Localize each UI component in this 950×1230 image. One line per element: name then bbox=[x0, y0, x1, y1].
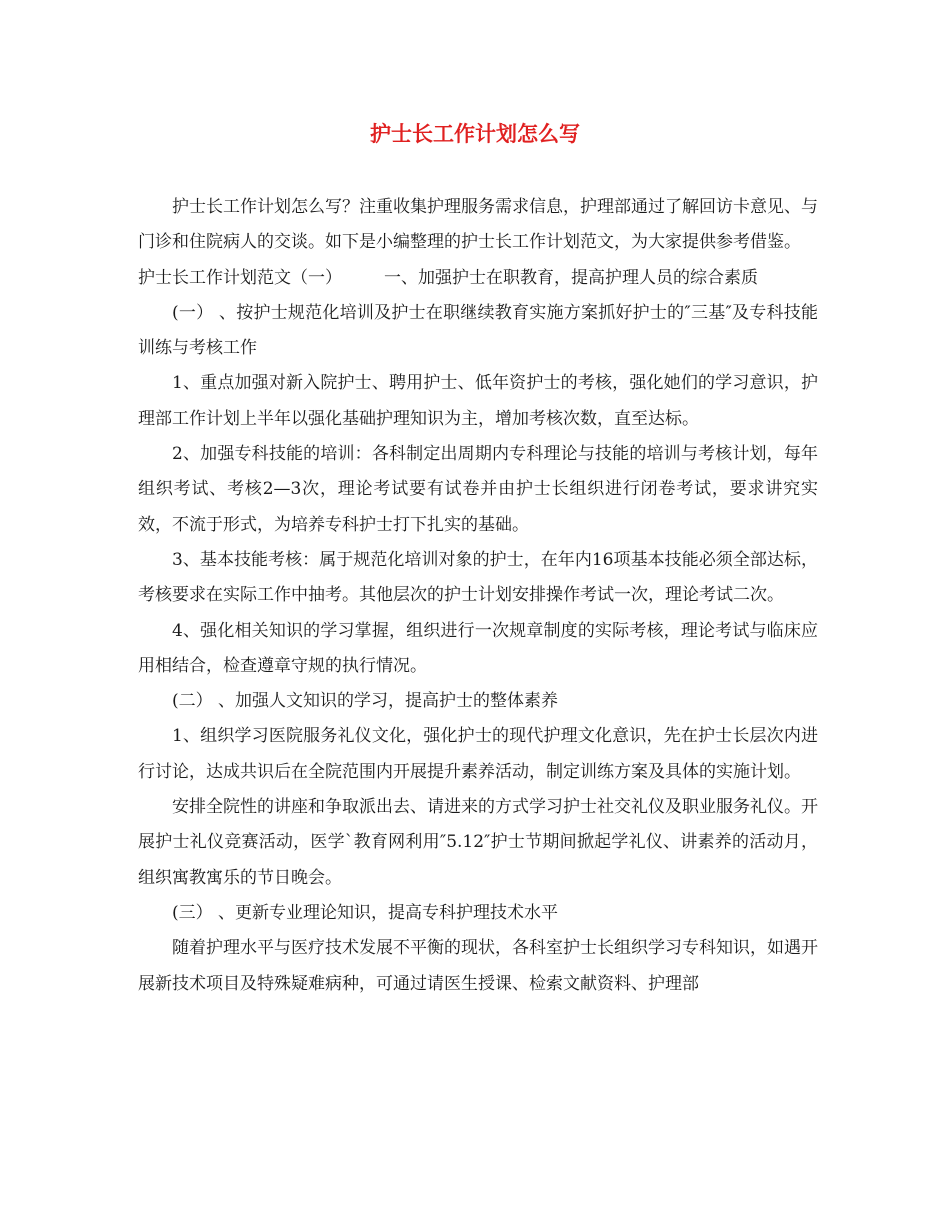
section-heading-left: 护士长工作计划范文（一） bbox=[138, 267, 342, 288]
body-paragraph: 1、组织学习医院服务礼仪文化，强化护士的现代护理文化意识，先在护士长层次内进行讨论，达成共识后在全院范围内开展提升素养活动，制定训练方案及具体的实施计划。 bbox=[138, 726, 818, 782]
body-paragraph: 随着护理水平与医疗技术发展不平衡的现状，各科室护士长组织学习专科知识，如遇开展新技术项目及特殊疑难病种，可通过请医生授课、检索文献资料、护理部 bbox=[138, 938, 818, 994]
document-body bbox=[138, 190, 818, 1002]
subsection-heading-2: (二） 、加强人文知识的学习，提高护士的整体素养 bbox=[172, 691, 559, 712]
intro-paragraph: 护士长工作计划怎么写？注重收集护理服务需求信息，护理部通过了解回访卡意见、与门诊和住院病人的交谈。如下是小编整理的护士长工作计划范文，为大家提供参考借鉴。 bbox=[138, 197, 818, 253]
body-paragraph: 2、加强专科技能的培训：各科制定出周期内专科理论与技能的培训与考核计划，每年组织考试、考核2—3次，理论考试要有试卷并由护士长组织进行闭卷考试，要求讲究实效，不流于形式，为培养专科护士打下扎实的基础。 bbox=[138, 444, 818, 535]
section-heading-right: 一、加强护士在职教育，提高护理人员的综合素质 bbox=[384, 267, 758, 288]
body-paragraph: 3、基本技能考核：属于规范化培训对象的护士，在年内16项基本技能必须全部达标，考核要求在实际工作中抽考。其他层次的护士计划安排操作考试一次，理论考试二次。 bbox=[138, 549, 818, 606]
subsection-heading-3: (三） 、更新专业理论知识，提高专科护理技术水平 bbox=[172, 902, 559, 923]
body-paragraph: 4、强化相关知识的学习掌握，组织进行一次规章制度的实际考核，理论考试与临床应用相结合，检查遵章守规的执行情况。 bbox=[138, 620, 818, 676]
document-title: 护士长工作计划怎么写 bbox=[370, 121, 580, 146]
subsection-heading-1: (一） 、按护士规范化培训及护士在职继续教育实施方案抓好护士的″三基″及专科技能训练与考核工作 bbox=[138, 302, 818, 359]
section-heading bbox=[138, 261, 818, 296]
body-paragraph: 安排全院性的讲座和争取派出去、请进来的方式学习护士社交礼仪及职业服务礼仪。开展护士礼仪竞赛活动，医学`教育网利用″5.12″护士节期间掀起学礼仪、讲素养的活动月，组织寓教寓乐的节日晚会。 bbox=[138, 797, 818, 888]
body-paragraph: 1、重点加强对新入院护士、聘用护士、低年资护士的考核，强化她们的学习意识，护理部工作计划上半年以强化基础护理知识为主，增加考核次数，直至达标。 bbox=[138, 373, 818, 429]
